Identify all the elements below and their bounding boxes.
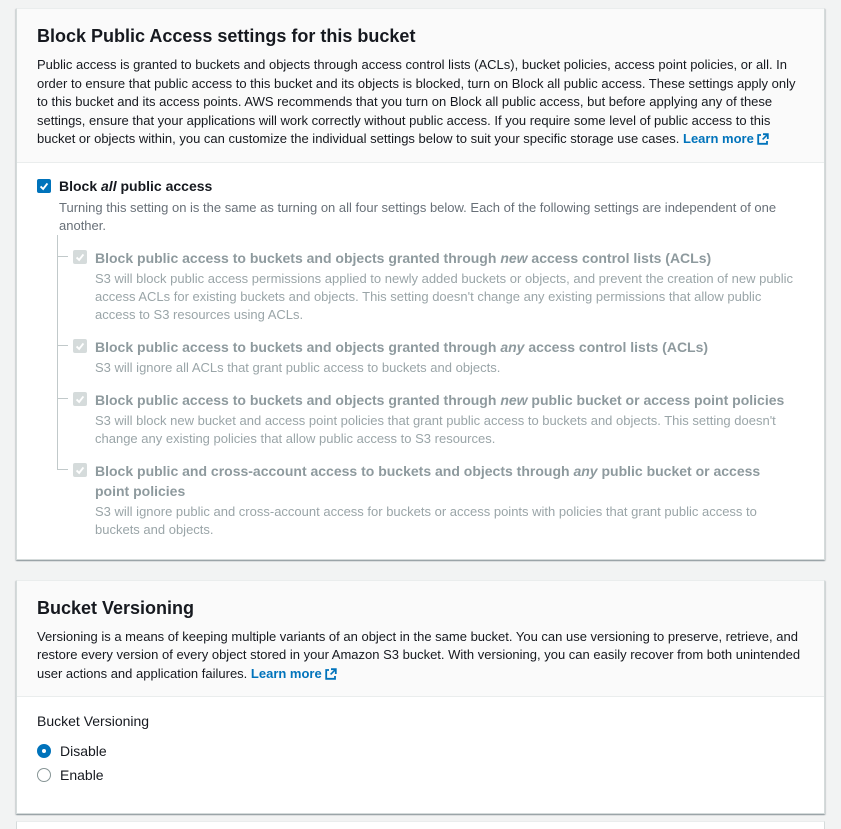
learn-more-link[interactable] <box>251 666 337 681</box>
external-link-icon <box>325 668 337 680</box>
block-public-access-header <box>17 9 824 163</box>
check-icon <box>74 251 86 263</box>
learn-more-link[interactable] <box>683 131 769 146</box>
block-public-access-description <box>37 56 804 149</box>
sub-settings-tree <box>57 235 804 539</box>
sub-setting-new-policies-title: Block public access to buckets and objects granted through new public bucket or access point policies <box>95 391 785 408</box>
versioning-enable-label[interactable]: Enable <box>60 767 104 783</box>
sub-setting-row <box>73 248 804 268</box>
sub-setting-any-policies-description: S3 will ignore public and cross-account access for buckets or access points with policies that grant public access to buckets and objects. <box>95 503 757 537</box>
sub-setting-any-policies-checkbox <box>73 463 87 477</box>
check-icon <box>74 393 86 405</box>
bucket-versioning-description <box>37 628 804 684</box>
bucket-versioning-card <box>16 580 825 815</box>
sub-setting-any-acls <box>57 324 804 377</box>
versioning-enable-radio[interactable] <box>37 768 51 782</box>
learn-more-label: Learn more <box>250 665 322 681</box>
sub-setting-new-acls-checkbox <box>73 250 87 264</box>
block-all-public-access-label[interactable]: Block all public access <box>59 177 213 194</box>
versioning-disable-label[interactable]: Disable <box>60 743 107 759</box>
block-public-access-description-text: Public access is granted to buckets and objects through access control lists (ACLs), bucket policies, access point policies, or all. In order to ensure that public access to this bucket and its objects is blocked, turn on Block all public access. These settings apply only to this bucket and its access points. AWS recommends that you turn on Block all public access, but before applying any of these settings, ensure that your applications will work correctly without public access. If you require some level of public access to this bucket or objects within, you can customize the individual settings below to suit your specific storage use cases. <box>37 57 796 146</box>
sub-setting-new-acls-description: S3 will block public access permissions applied to newly added buckets or objects, and prevent the creation of new public access ACLs for existing buckets and objects. This setting doesn't change any existing permissions that allow public access to S3 resources using ACLs. <box>95 270 794 322</box>
check-icon <box>74 340 86 352</box>
block-all-public-access-checkbox[interactable] <box>37 179 51 193</box>
block-public-access-body <box>17 163 824 559</box>
bucket-versioning-body <box>17 697 824 813</box>
sub-setting-any-acls-description: S3 will ignore all ACLs that grant public access to buckets and objects. <box>95 359 501 375</box>
versioning-disable-radio[interactable] <box>37 744 51 758</box>
bucket-versioning-description-text: Versioning is a means of keeping multiple variants of an object in the same bucket. You can use versioning to preserve, retrieve, and restore every version of every object stored in your Amazon S3 bucket. With versioning, you can easily recover from both unintended user actions and application failures. <box>37 628 801 681</box>
learn-more-label: Learn more <box>683 131 754 146</box>
sub-setting-any-policies <box>57 448 804 539</box>
sub-setting-new-acls-title: Block public access to buckets and objects granted through new access control lists (ACLs) <box>95 249 712 266</box>
block-public-access-title: Block Public Access settings for this bucket <box>37 26 416 46</box>
external-link-icon <box>757 133 769 145</box>
sub-setting-any-policies-title: Block public and cross-account access to buckets and objects through any public bucket or access point policies <box>95 462 761 499</box>
next-card-top-edge <box>16 821 825 829</box>
sub-setting-any-acls-checkbox <box>73 339 87 353</box>
bucket-versioning-title: Bucket Versioning <box>37 597 195 618</box>
sub-setting-new-acls <box>57 235 804 324</box>
sub-setting-row <box>73 337 804 357</box>
block-all-public-access-row <box>37 177 804 196</box>
sub-setting-row <box>73 461 804 501</box>
sub-setting-new-policies-checkbox <box>73 392 87 406</box>
sub-setting-new-policies-description: S3 will block new bucket and access point policies that grant public access to buckets and objects. This setting doesn't change any existing policies that allow public access to S3 resources. <box>95 412 776 446</box>
versioning-disable-option[interactable] <box>37 739 804 763</box>
bucket-versioning-header <box>17 581 824 698</box>
check-icon <box>74 464 86 476</box>
versioning-enable-option[interactable] <box>37 763 804 787</box>
check-icon <box>38 180 50 192</box>
sub-setting-new-policies <box>57 377 804 448</box>
sub-setting-any-acls-title: Block public access to buckets and objects granted through any access control lists (ACLs) <box>95 338 709 355</box>
bucket-versioning-field-label: Bucket Versioning <box>37 713 150 729</box>
sub-setting-row <box>73 390 804 410</box>
block-all-public-access-description: Turning this setting on is the same as turning on all four settings below. Each of the following settings are independent of one another. <box>59 199 777 233</box>
block-public-access-card <box>16 8 825 560</box>
